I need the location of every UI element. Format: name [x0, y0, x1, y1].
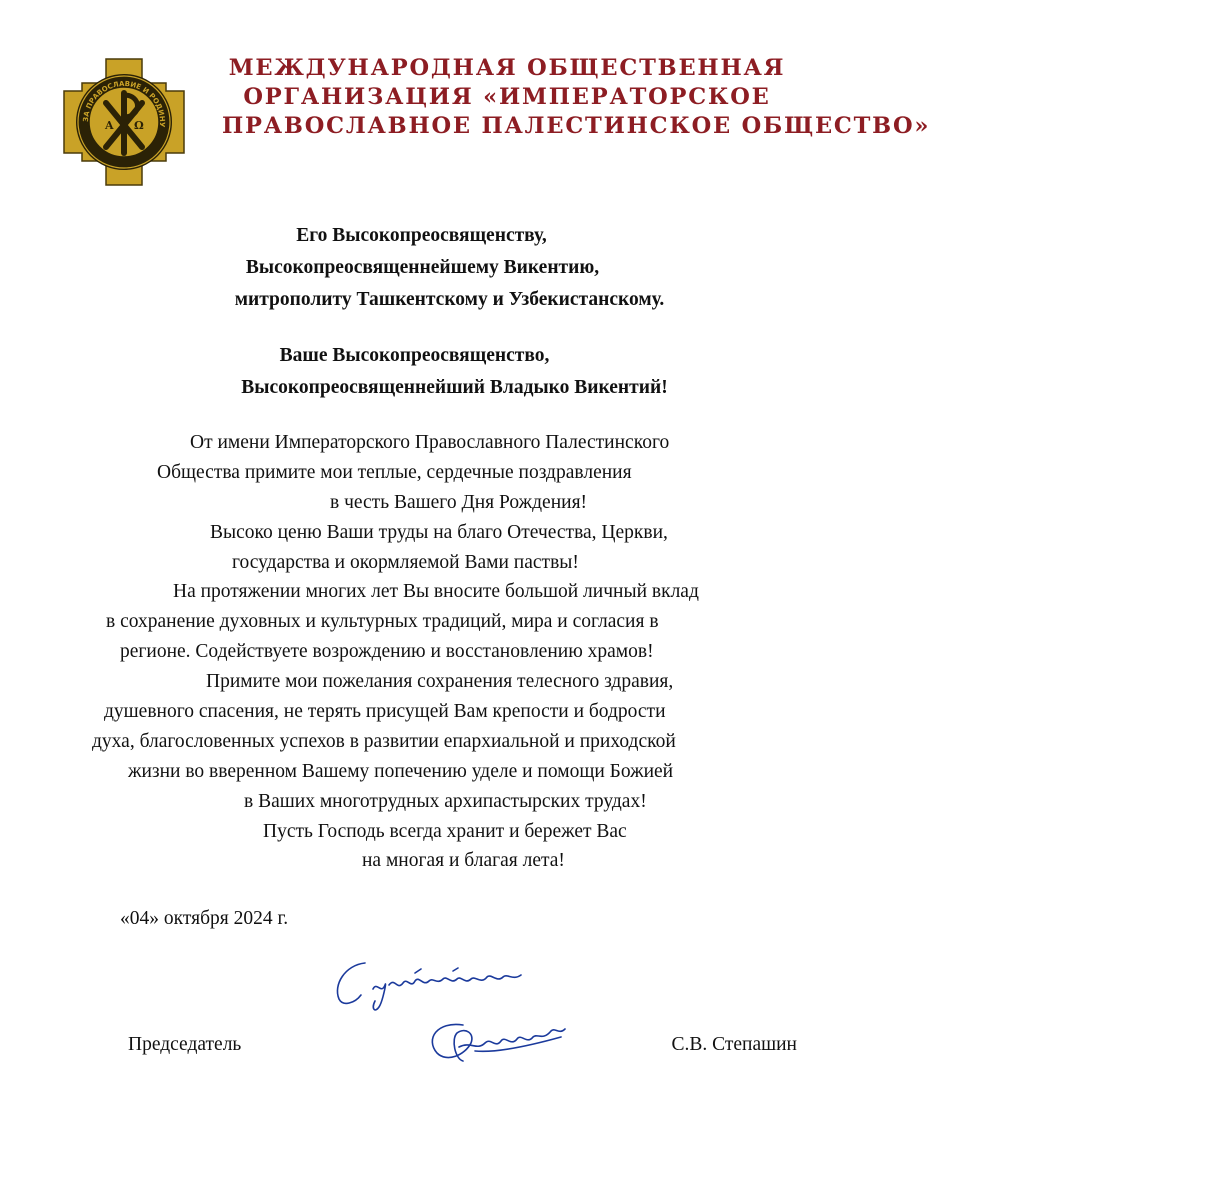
org-title-line: МЕЖДУНАРОДНАЯ ОБЩЕСТВЕННАЯ [228, 55, 786, 81]
salutation-line: Высокопреосвященнейший Владыко Викентий! [241, 377, 668, 398]
body-line: На протяжении многих лет Вы вносите большой личный вклад [173, 581, 699, 603]
body-line: в сохранение духовных и культурных традиций, мира и согласия в [106, 611, 659, 633]
org-title-line: ОРГАНИЗАЦИЯ «ИМПЕРАТОРСКОЕ [243, 84, 771, 110]
body-line: Пусть Господь всегда хранит и бережет Вас [263, 820, 627, 842]
omega-letter: Ω [134, 119, 144, 132]
salutation-line: Ваше Высокопреосвященство, [279, 345, 550, 366]
signatory-position: Председатель [128, 1034, 242, 1055]
addressee-block [0, 220, 849, 316]
body-line: Примите мои пожелания сохранения телесного здравия, [206, 671, 674, 693]
org-title-line: ПРАВОСЛАВНОЕ ПАЛЕСТИНСКОЕ ОБЩЕСТВО» [222, 113, 931, 139]
body-line: Высоко ценю Ваши труды на благо Отечества, Церкви, [210, 521, 668, 543]
signatory-name: С.В. Степашин [671, 1034, 797, 1055]
body-line: душевного спасения, не терять присущей Вам крепости и бодрости [104, 701, 666, 723]
body-line: на многая и благая лета! [362, 850, 565, 872]
letter-body [0, 428, 849, 876]
letter-date: «04» октября 2024 г. [120, 908, 289, 929]
body-line: в честь Вашего Дня Рождения! [330, 491, 588, 513]
body-line: От имени Императорского Православного Палестинского [190, 432, 670, 453]
addressee-line: митрополиту Ташкентскому и Узбекистанскому. [234, 289, 665, 310]
body-line: духа, благословенных успехов в развитии епархиальной и приходской [92, 730, 676, 752]
salutation-block [0, 340, 849, 404]
body-line: жизни во вверенном Вашему попечению уделе и помощи Божией [128, 760, 674, 782]
emblem-ring-text: ЗА ПРАВОСЛАВИЕ И РОДИНУ [81, 79, 167, 128]
body-line: в Ваших многотрудных архипастырских трудах! [244, 790, 647, 812]
alpha-letter: Α [105, 119, 114, 132]
emblem-logo [62, 57, 186, 187]
organization-title [222, 54, 931, 141]
body-line: Общества примите мои теплые, сердечные поздравления [157, 461, 632, 483]
body-line: регионе. Содействуете возрождению и восстановлению храмов! [120, 641, 654, 663]
addressee-line: Высокопреосвященнейшему Викентию, [245, 257, 600, 278]
addressee-line: Его Высокопреосвященству, [296, 225, 547, 246]
body-line: государства и окормляемой Вами паствы! [232, 551, 579, 573]
handwritten-signature [325, 955, 575, 1075]
